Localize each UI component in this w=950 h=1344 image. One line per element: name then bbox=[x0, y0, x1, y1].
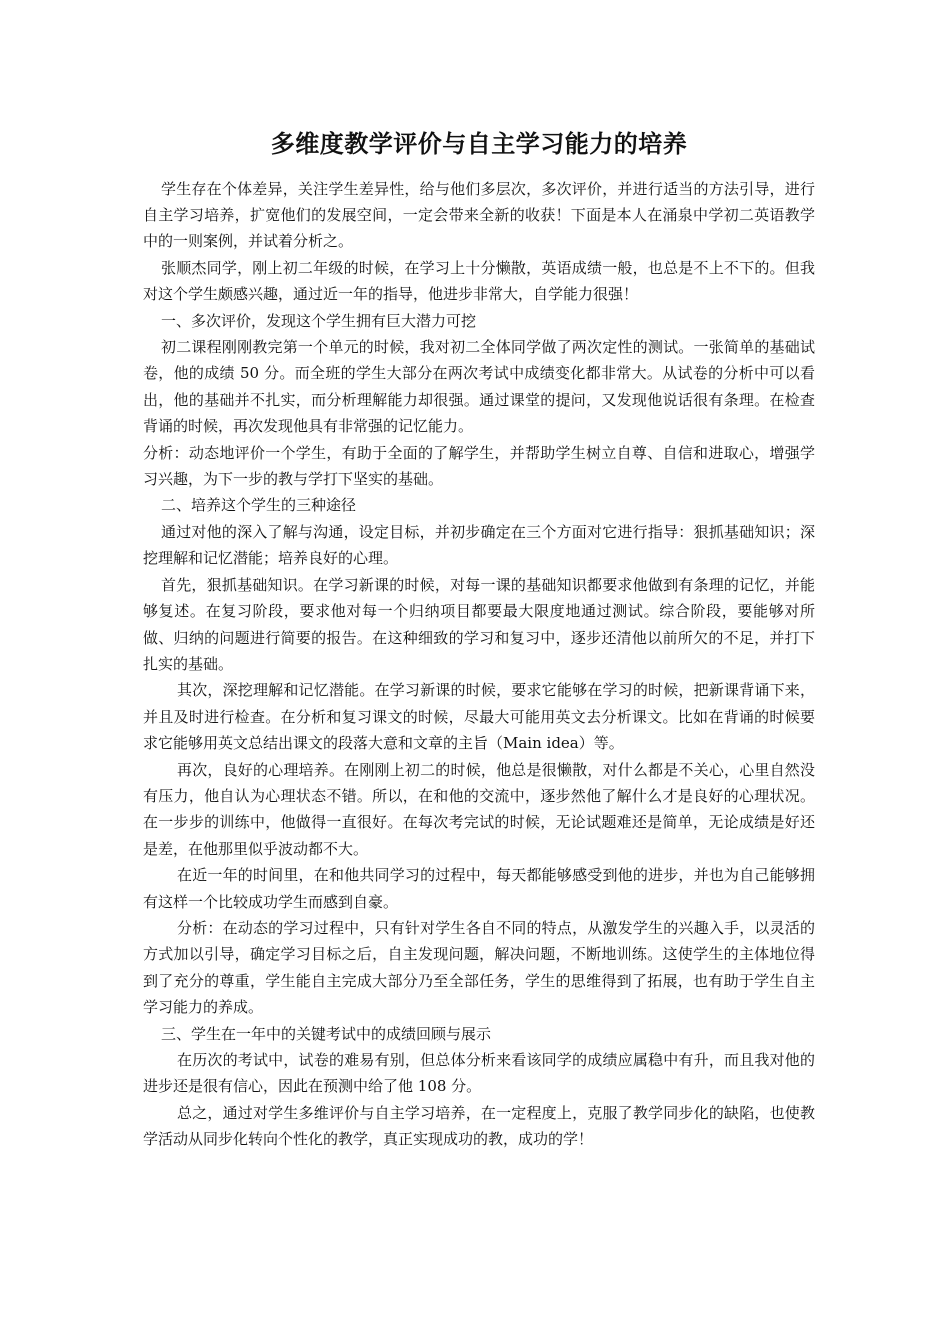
paragraph-exams: 在历次的考试中，试卷的难易有别，但总体分析来看该同学的成绩应属稳中有升，而且我对他的进步还是很有信心，因此在预测中给了他 108 分。 bbox=[143, 1051, 815, 1096]
paragraph-student-background: 张顺杰同学，刚上初二年级的时候，在学习上十分懒散，英语成绩一般，也总是不上不下的。但我对这个学生颇感兴趣，通过近一年的指导，他进步非常大，自学能力很强！ bbox=[143, 258, 815, 304]
document-title: 多维度教学评价与自主学习能力的培养 bbox=[270, 130, 688, 158]
paragraph-three-ways: 通过对他的深入了解与沟通，设定目标，并初步确定在三个方面对它进行指导：狠抓基础知识；深挖理解和记忆潜能；培养良好的心理。 bbox=[143, 522, 815, 568]
section-heading-3: 三、学生在一年中的关键考试中的成绩回顾与展示 bbox=[161, 1024, 492, 1043]
paragraph-progress: 在近一年的时间里，在和他共同学习的过程中，每天都能够感受到他的进步，并也为自己能够拥有这样一个比较成功学生而感到自豪。 bbox=[143, 866, 815, 911]
paragraph-analysis-2: 分析：在动态的学习过程中，只有针对学生各自不同的特点，从激发学生的兴趣入手，以灵活的方式加以引导，确定学习目标之后，自主发现问题，解决问题，不断地训练。这使学生的主体地位得到了充分的尊重，学生能自主完成大部分乃至全部任务，学生的思维得到了拓展，也有助于学生自主学习能力的养成。 bbox=[143, 918, 815, 1017]
paragraph-second: 其次，深挖理解和记忆潜能。在学习新课的时候，要求它能够在学习的时候，把新课背诵下来，并且及时进行检查。在分析和复习课文的时候，尽最大可能用英文去分析课文。比如在背诵的时候要求它能够用英文总结出课文的段落大意和文章的主旨（Main idea）等。 bbox=[143, 681, 815, 753]
paragraph-testing: 初二课程刚刚教完第一个单元的时候，我对初二全体同学做了两次定性的测试。一张简单的基础试卷，他的成绩 50 分。而全班的学生大部分在两次考试中成绩变化都非常大。从试卷的分析中可以看出，他的基础并不扎实，而分析理解能力却很强。通过课堂的提问，又发现他说话很有条理。在检查背诵的时候，再次发现他具有非常强的记忆能力。 bbox=[143, 338, 815, 436]
paragraph-analysis-1: 分析：动态地评价一个学生，有助于全面的了解学生，并帮助学生树立自尊、自信和进取心，增强学习兴趣，为下一步的教与学打下坚实的基础。 bbox=[143, 443, 815, 489]
paragraph-intro: 学生存在个体差异，关注学生差异性，给与他们多层次，多次评价，并进行适当的方法引导，进行自主学习培养，扩宽他们的发展空间，一定会带来全新的收获！下面是本人在涌泉中学初二英语教学中的一则案例，并试着分析之。 bbox=[143, 179, 815, 251]
document-page bbox=[143, 128, 815, 1153]
section-heading-2: 二、培养这个学生的三种途径 bbox=[161, 496, 357, 515]
paragraph-third: 再次，良好的心理培养。在刚刚上初二的时候，他总是很懒散，对什么都是不关心，心里自然没有压力，他自认为心理状态不错。所以，在和他的交流中，逐步然他了解什么才是良好的心理状况。在一步步的训练中，他做得一直很好。在每次考完试的时候，无论试题难还是简单，无论成绩是好还是差，在他那里似乎波动都不大。 bbox=[143, 760, 815, 858]
paragraph-first: 首先，狠抓基础知识。在学习新课的时候，对每一课的基础知识都要求他做到有条理的记忆，并能够复述。在复习阶段，要求他对每一个归纳项目都要最大限度地通过测试。综合阶段，要能够对所做、归纳的问题进行简要的报告。在这种细致的学习和复习中，逐步还清他以前所欠的不足，并打下扎实的基础。 bbox=[143, 575, 815, 673]
paragraph-conclusion: 总之，通过对学生多维评价与自主学习培养，在一定程度上，克服了教学同步化的缺陷，也使教学活动从同步化转向个性化的教学，真正实现成功的教，成功的学！ bbox=[143, 1103, 815, 1149]
section-heading-1: 一、多次评价，发现这个学生拥有巨大潜力可挖 bbox=[161, 311, 477, 330]
